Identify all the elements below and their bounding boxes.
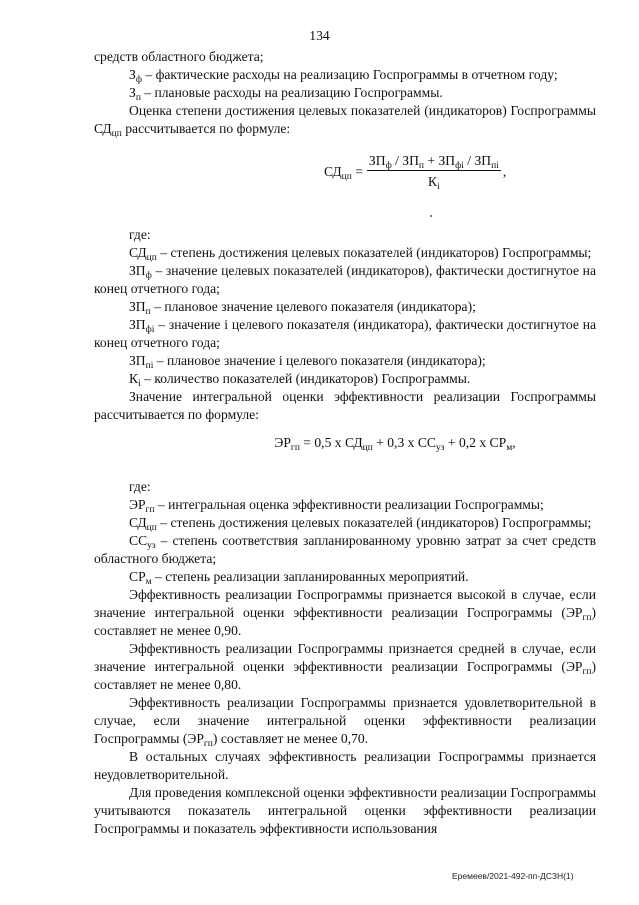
paragraph: $СД_{цп}$ – степень достижения целевых показателей (индикаторов) Госпрограммы; [129,515,592,533]
formula-end: , [502,163,507,179]
page-number: 134 [309,28,330,43]
formula-er-gp: $ЭР_{гп} = 0,5$ х $СД_{цп} + 0,3$ х $СС_{уз} + 0,2$ х $СР_м$, [274,435,516,453]
paragraph: $ЭР_{гп}$ – интегральная оценка эффективности реализации Госпрограммы; [129,497,544,515]
paragraph: $З_п$ – плановые расходы на реализацию Госпрограммы. [129,85,443,103]
paragraph: Эффективность реализации Госпрограммы признается средней в случае, если значение интегральной оценки эффективности реализации Госпрограммы $(ЭР_{гп})$ составляет не менее 0,80. [94,641,596,692]
formula-sd-cp [94,152,596,210]
paragraph: средств областного бюджета; [94,49,264,64]
paragraph: Для проведения комплексной оценки эффективности реализации Госпрограммы учитываются показатель интегральной оценки эффективности реализации Госпрограммы и показатель эффективности использования [94,785,596,836]
paragraph: Эффективность реализации Госпрограммы признается удовлетворительной в случае, если значение интегральной оценки эффективности реализации Госпрограммы $(ЭР_{гп})$ составляет не менее 0,70. [94,695,596,749]
page-content [94,48,596,838]
paragraph: где: [129,479,151,494]
scan-speck [430,215,432,217]
paragraph: $ЗП_{фi}$ – значение i целевого показателя (индикатора), фактически достигнутое на конец отчетного года; [94,317,596,350]
paragraph: Значение интегральной оценки эффективности реализации Госпрограммы рассчитывается по формуле: [94,389,596,422]
paragraph: $З_ф$ – фактические расходы на реализацию Госпрограммы в отчетном году; [129,67,558,85]
paragraph: $СР_м$ – степень реализации запланированных мероприятий. [129,569,469,587]
paragraph: $ЗП_п$ – плановое значение целевого показателя (индикатора); [129,299,476,317]
paragraph: $СС_{уз}$ – степень соответствия запланированному уровню затрат за счет средств областного бюджета; [94,533,596,566]
paragraph: В остальных случаях эффективность реализации Госпрограммы признается неудовлетворительной. [94,749,596,782]
paragraph: $К_i$ – количество показателей (индикаторов) Госпрограммы. [129,371,471,389]
paragraph: где: [129,227,151,242]
formula-numerator: $ЗП_ф / ЗП_п + ЗП_{фi} / ЗП_{пi}$ [368,153,499,171]
paragraph: Оценка степени достижения целевых показателей (индикаторов) Госпрограммы $СД_{цп}$ рассчитывается по формуле: [94,103,596,139]
formula-denominator: $К_i$ [428,174,440,192]
formula-lhs: $СД_{цп}$ = [324,163,363,182]
document-footer-code: Еремеев/2021-492-пп-ДСЗН(1) [452,871,574,881]
paragraph: Эффективность реализации Госпрограммы признается высокой в случае, если значение интегральной оценки эффективности реализации Госпрограммы $(ЭР_{гп})$ составляет не менее 0,90. [94,587,596,638]
paragraph: $ЗП_{пi}$ – плановое значение i целевого показателя (индикатора); [129,353,486,371]
paragraph: $СД_{цп}$ – степень достижения целевых показателей (индикаторов) Госпрограммы; [129,245,592,263]
paragraph: $ЗП_ф$ – значение целевых показателей (индикаторов), фактически достигнутое на конец отчетного года; [94,263,596,296]
